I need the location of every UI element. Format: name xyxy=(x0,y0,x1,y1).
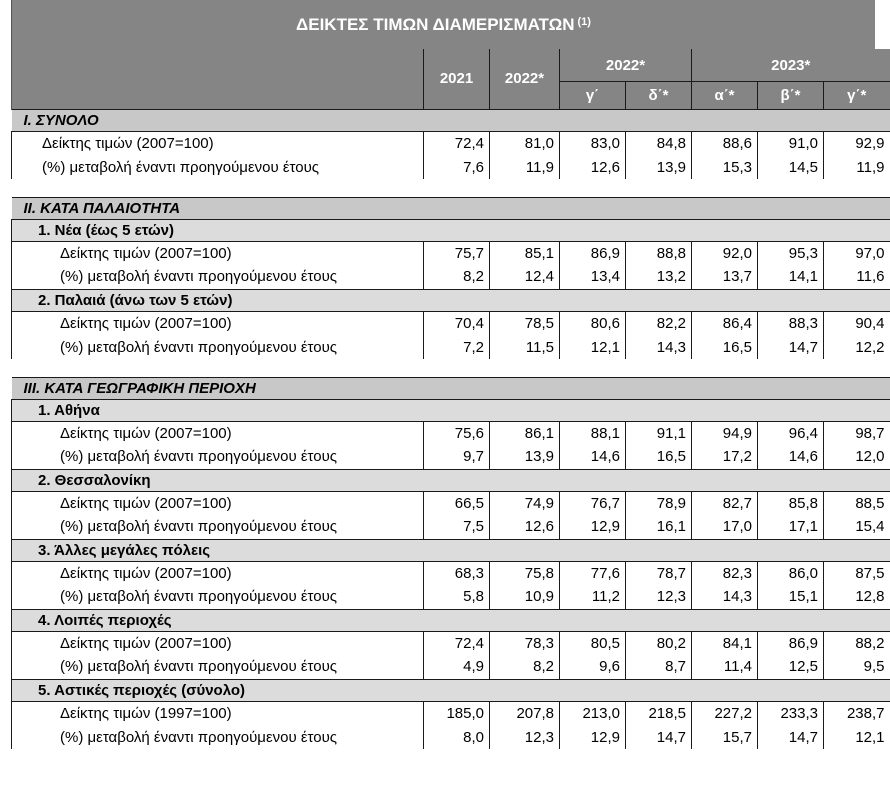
cell-value: 11,2 xyxy=(560,585,626,609)
row-label-index: Δείκτης τιμών (2007=100) xyxy=(12,241,424,265)
group-heading: 1. Αθήνα xyxy=(12,399,890,421)
cell-value: 96,4 xyxy=(758,421,824,445)
price-index-sheet xyxy=(11,0,885,749)
cell-value: 8,7 xyxy=(626,655,692,679)
cell-value: 90,4 xyxy=(824,311,890,335)
cell-value: 12,3 xyxy=(490,725,560,749)
cell-value: 76,7 xyxy=(560,491,626,515)
cell-value: 86,1 xyxy=(490,421,560,445)
row-label-change: (%) μεταβολή έναντι προηγούμενου έτους xyxy=(12,155,424,179)
cell-value: 12,9 xyxy=(560,515,626,539)
cell-value: 17,0 xyxy=(692,515,758,539)
cell-value: 15,4 xyxy=(824,515,890,539)
header-year-2022-annual: 2022* xyxy=(490,49,560,109)
row-label-change: (%) μεταβολή έναντι προηγούμενου έτους xyxy=(12,265,424,289)
section-heading-region: III. ΚΑΤΑ ΓΕΩΓΡΑΦΙΚΗ ΠΕΡΙΟΧΗ xyxy=(12,377,890,399)
cell-value: 95,3 xyxy=(758,241,824,265)
cell-value: 15,3 xyxy=(692,155,758,179)
header-quarter: δ΄* xyxy=(626,82,692,110)
cell-value: 8,2 xyxy=(490,655,560,679)
table-title-text: ΔΕΙΚΤΕΣ ΤΙΜΩΝ ΔΙΑΜΕΡΙΣΜΑΤΩΝ xyxy=(296,14,575,34)
cell-value: 88,5 xyxy=(824,491,890,515)
cell-value: 81,0 xyxy=(490,131,560,155)
cell-value: 97,0 xyxy=(824,241,890,265)
cell-value: 83,0 xyxy=(560,131,626,155)
cell-value: 14,3 xyxy=(692,585,758,609)
cell-value: 14,7 xyxy=(626,725,692,749)
cell-value: 13,9 xyxy=(490,445,560,469)
spacer xyxy=(12,359,890,377)
cell-value: 12,1 xyxy=(824,725,890,749)
cell-value: 80,5 xyxy=(560,631,626,655)
cell-value: 84,8 xyxy=(626,131,692,155)
cell-value: 12,2 xyxy=(824,335,890,359)
spacer xyxy=(12,179,890,197)
cell-value: 68,3 xyxy=(424,561,490,585)
cell-value: 72,4 xyxy=(424,131,490,155)
cell-value: 9,6 xyxy=(560,655,626,679)
header-group-2022: 2022* xyxy=(560,49,692,82)
cell-value: 14,5 xyxy=(758,155,824,179)
cell-value: 66,5 xyxy=(424,491,490,515)
row-label-index: Δείκτης τιμών (2007=100) xyxy=(12,421,424,445)
cell-value: 82,3 xyxy=(692,561,758,585)
cell-value: 78,9 xyxy=(626,491,692,515)
cell-value: 14,3 xyxy=(626,335,692,359)
row-label-index: Δείκτης τιμών (2007=100) xyxy=(12,561,424,585)
row-label-index: Δείκτης τιμών (2007=100) xyxy=(12,491,424,515)
cell-value: 77,6 xyxy=(560,561,626,585)
cell-value: 75,8 xyxy=(490,561,560,585)
cell-value: 11,5 xyxy=(490,335,560,359)
header-quarter: γ΄ xyxy=(560,82,626,110)
group-heading: 5. Αστικές περιοχές (σύνολο) xyxy=(12,679,890,701)
cell-value: 94,9 xyxy=(692,421,758,445)
group-heading: 3. Άλλες μεγάλες πόλεις xyxy=(12,539,890,561)
cell-value: 91,1 xyxy=(626,421,692,445)
header-blank-cell xyxy=(12,49,424,109)
group-heading: 4. Λοιπές περιοχές xyxy=(12,609,890,631)
cell-value: 227,2 xyxy=(692,701,758,725)
cell-value: 12,5 xyxy=(758,655,824,679)
cell-value: 87,5 xyxy=(824,561,890,585)
cell-value: 16,5 xyxy=(626,445,692,469)
cell-value: 78,7 xyxy=(626,561,692,585)
cell-value: 88,2 xyxy=(824,631,890,655)
cell-value: 218,5 xyxy=(626,701,692,725)
title-footnote-mark: (1) xyxy=(577,15,591,28)
header-quarter: γ΄* xyxy=(824,82,890,110)
cell-value: 12,1 xyxy=(560,335,626,359)
cell-value: 233,3 xyxy=(758,701,824,725)
cell-value: 75,7 xyxy=(424,241,490,265)
cell-value: 13,9 xyxy=(626,155,692,179)
group-heading: 2. Παλαιά (άνω των 5 ετών) xyxy=(12,289,890,311)
cell-value: 207,8 xyxy=(490,701,560,725)
cell-value: 213,0 xyxy=(560,701,626,725)
row-label-index: Δείκτης τιμών (2007=100) xyxy=(12,311,424,335)
cell-value: 7,2 xyxy=(424,335,490,359)
cell-value: 14,7 xyxy=(758,725,824,749)
cell-value: 12,8 xyxy=(824,585,890,609)
cell-value: 14,6 xyxy=(758,445,824,469)
row-label-change: (%) μεταβολή έναντι προηγούμενου έτους xyxy=(12,335,424,359)
cell-value: 11,9 xyxy=(824,155,890,179)
cell-value: 78,3 xyxy=(490,631,560,655)
cell-value: 86,4 xyxy=(692,311,758,335)
cell-value: 15,1 xyxy=(758,585,824,609)
cell-value: 85,1 xyxy=(490,241,560,265)
row-label-change: (%) μεταβολή έναντι προηγούμενου έτους xyxy=(12,515,424,539)
row-label-index: Δείκτης τιμών (2007=100) xyxy=(12,631,424,655)
cell-value: 84,1 xyxy=(692,631,758,655)
cell-value: 8,0 xyxy=(424,725,490,749)
row-label-change: (%) μεταβολή έναντι προηγούμενου έτους xyxy=(12,585,424,609)
header-group-2023: 2023* xyxy=(692,49,890,82)
cell-value: 92,9 xyxy=(824,131,890,155)
cell-value: 92,0 xyxy=(692,241,758,265)
cell-value: 85,8 xyxy=(758,491,824,515)
cell-value: 12,6 xyxy=(490,515,560,539)
cell-value: 13,2 xyxy=(626,265,692,289)
cell-value: 17,1 xyxy=(758,515,824,539)
cell-value: 13,7 xyxy=(692,265,758,289)
header-quarter: α΄* xyxy=(692,82,758,110)
cell-value: 4,9 xyxy=(424,655,490,679)
cell-value: 185,0 xyxy=(424,701,490,725)
cell-value: 88,8 xyxy=(626,241,692,265)
group-heading: 2. Θεσσαλονίκη xyxy=(12,469,890,491)
cell-value: 9,5 xyxy=(824,655,890,679)
cell-value: 88,6 xyxy=(692,131,758,155)
cell-value: 14,7 xyxy=(758,335,824,359)
cell-value: 86,9 xyxy=(560,241,626,265)
row-label-index: Δείκτης τιμών (1997=100) xyxy=(12,701,424,725)
cell-value: 70,4 xyxy=(424,311,490,335)
row-label-change: (%) μεταβολή έναντι προηγούμενου έτους xyxy=(12,655,424,679)
cell-value: 88,1 xyxy=(560,421,626,445)
cell-value: 75,6 xyxy=(424,421,490,445)
cell-value: 72,4 xyxy=(424,631,490,655)
cell-value: 10,9 xyxy=(490,585,560,609)
cell-value: 82,7 xyxy=(692,491,758,515)
header-year-2021: 2021 xyxy=(424,49,490,109)
cell-value: 78,5 xyxy=(490,311,560,335)
cell-value: 15,7 xyxy=(692,725,758,749)
row-label-index: Δείκτης τιμών (2007=100) xyxy=(12,131,424,155)
section-heading-age: II. ΚΑΤΑ ΠΑΛΑΙΟΤΗΤΑ xyxy=(12,197,890,219)
cell-value: 16,5 xyxy=(692,335,758,359)
price-index-table xyxy=(11,49,890,749)
cell-value: 12,0 xyxy=(824,445,890,469)
table-title xyxy=(11,0,875,49)
cell-value: 12,3 xyxy=(626,585,692,609)
group-heading: 1. Νέα (έως 5 ετών) xyxy=(12,219,890,241)
cell-value: 14,1 xyxy=(758,265,824,289)
cell-value: 86,9 xyxy=(758,631,824,655)
row-label-change: (%) μεταβολή έναντι προηγούμενου έτους xyxy=(12,725,424,749)
cell-value: 86,0 xyxy=(758,561,824,585)
cell-value: 7,5 xyxy=(424,515,490,539)
cell-value: 17,2 xyxy=(692,445,758,469)
cell-value: 88,3 xyxy=(758,311,824,335)
section-heading-total: I. ΣΥΝΟΛΟ xyxy=(12,109,890,131)
cell-value: 12,4 xyxy=(490,265,560,289)
cell-value: 11,4 xyxy=(692,655,758,679)
cell-value: 16,1 xyxy=(626,515,692,539)
cell-value: 12,6 xyxy=(560,155,626,179)
cell-value: 9,7 xyxy=(424,445,490,469)
header-quarter: β΄* xyxy=(758,82,824,110)
cell-value: 7,6 xyxy=(424,155,490,179)
cell-value: 13,4 xyxy=(560,265,626,289)
cell-value: 98,7 xyxy=(824,421,890,445)
cell-value: 8,2 xyxy=(424,265,490,289)
cell-value: 74,9 xyxy=(490,491,560,515)
cell-value: 238,7 xyxy=(824,701,890,725)
row-label-change: (%) μεταβολή έναντι προηγούμενου έτους xyxy=(12,445,424,469)
cell-value: 5,8 xyxy=(424,585,490,609)
cell-value: 14,6 xyxy=(560,445,626,469)
cell-value: 11,9 xyxy=(490,155,560,179)
cell-value: 80,2 xyxy=(626,631,692,655)
cell-value: 11,6 xyxy=(824,265,890,289)
cell-value: 82,2 xyxy=(626,311,692,335)
cell-value: 12,9 xyxy=(560,725,626,749)
cell-value: 91,0 xyxy=(758,131,824,155)
cell-value: 80,6 xyxy=(560,311,626,335)
